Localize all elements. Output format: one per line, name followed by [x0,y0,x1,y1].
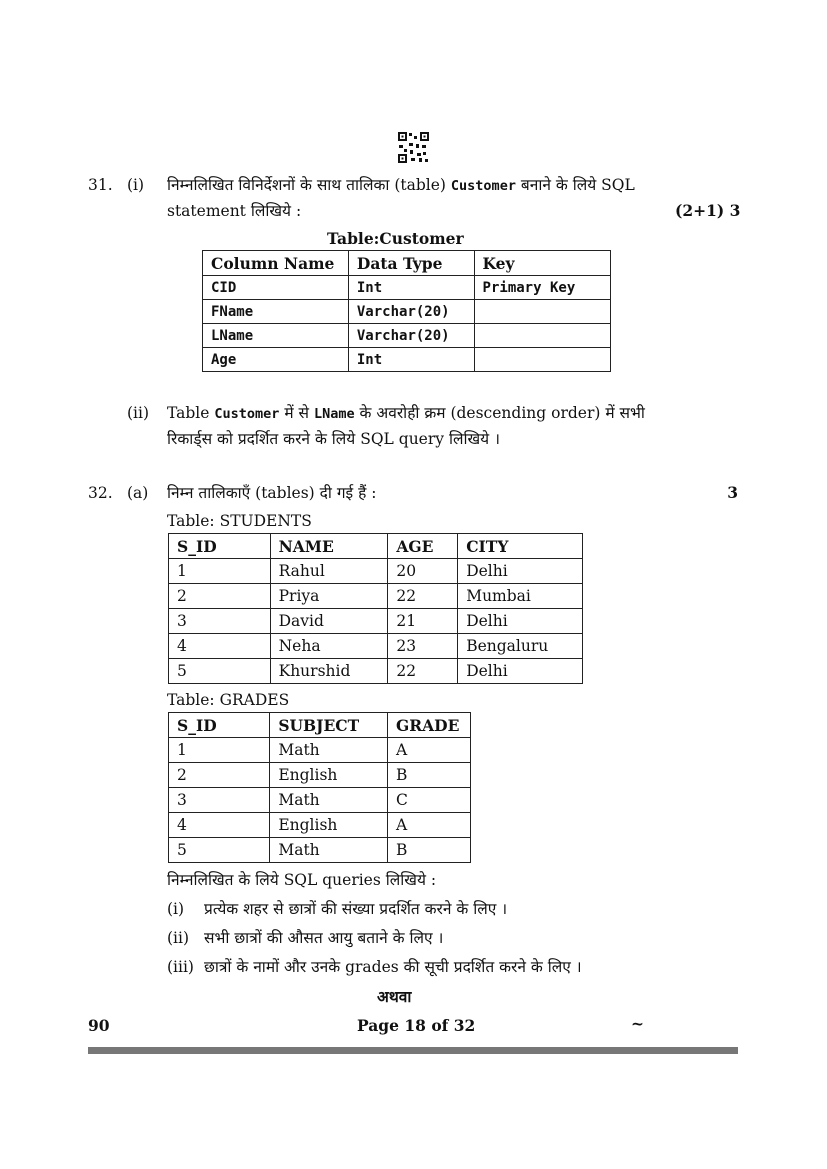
q31-part-i-line2: statement लिखिये : [167,202,302,220]
table-cell: English [270,763,388,788]
table-cell [474,300,610,324]
table-cell: Bengaluru [458,634,583,659]
table-cell: Rahul [270,559,388,584]
table-cell: Delhi [458,659,583,684]
q31-ii-post: के अवरोही क्रम (descending order) में सभी [359,404,645,422]
table-cell: FName [203,300,349,324]
footer-mark: ~ [631,1014,644,1033]
table-row [169,659,583,684]
table-cell: Mumbai [458,584,583,609]
query-label: (ii) [167,929,190,947]
q31-ii-mid: में से [284,404,310,422]
footer-rule [88,1047,738,1054]
table-row [203,324,611,348]
table-header-row [169,534,583,559]
query-label: (i) [167,900,185,918]
table-cell: Int [348,276,474,300]
column-header: S_ID [169,713,270,738]
table-cell: LName [203,324,349,348]
table-cell: 23 [388,634,458,659]
column-header: Key [474,251,610,276]
query-text: सभी छात्रों की औसत आयु बताने के लिए । [204,929,444,947]
customer-table-title: Table:Customer [327,229,464,248]
table-row [169,788,471,813]
q31-line1-pre: निम्नलिखित विनिर्देशनों के साथ तालिका (table) [167,176,446,194]
table-cell: Varchar(20) [348,300,474,324]
q32-marks: 3 [727,483,738,502]
q31-part-i-label: (i) [127,176,145,194]
table-cell: Age [203,348,349,372]
table-cell: B [388,838,471,863]
table-row [203,276,611,300]
table-cell: Delhi [458,609,583,634]
column-header: Column Name [203,251,349,276]
table-header-row [203,251,611,276]
q31-part-i-line1 [167,175,702,196]
q31-ii-code-lname: LName [313,406,355,422]
students-table-title: Table: STUDENTS [167,512,312,530]
footer-code: 90 [88,1016,110,1035]
q31-number: 31. [88,176,113,194]
table-cell: 4 [169,813,270,838]
table-cell: 22 [388,584,458,609]
table-cell: 3 [169,788,270,813]
table-cell: Int [348,348,474,372]
column-header: AGE [388,534,458,559]
table-cell: Math [270,788,388,813]
table-row [169,559,583,584]
table-row [169,738,471,763]
table-cell: B [388,763,471,788]
table-cell: 2 [169,763,270,788]
query-label: (iii) [167,958,194,976]
table-cell: A [388,738,471,763]
table-cell: CID [203,276,349,300]
query-text: छात्रों के नामों और उनके grades की सूची प्रदर्शित करने के लिए । [204,958,582,976]
q31-line1-post: बनाने के लिये SQL [520,176,635,194]
table-row [169,634,583,659]
table-cell: 5 [169,659,271,684]
table-cell: C [388,788,471,813]
table-cell: 1 [169,738,270,763]
table-cell: Varchar(20) [348,324,474,348]
table-cell: 5 [169,838,270,863]
table-header-row [169,713,471,738]
table-row [203,300,611,324]
column-header: Data Type [348,251,474,276]
q32-part-a-label: (a) [127,484,149,502]
q32-number: 32. [88,484,113,502]
table-cell: Neha [270,634,388,659]
table-cell: Priya [270,584,388,609]
table-cell: 2 [169,584,271,609]
q32-intro: निम्न तालिकाएँ (tables) दी गई हैं : [167,484,377,502]
table-cell: English [270,813,388,838]
q31-part-ii-line1 [167,403,702,424]
q31-ii-pre: Table [167,404,210,422]
column-header: CITY [458,534,583,559]
column-header: SUBJECT [270,713,388,738]
table-row [169,763,471,788]
table-row [169,813,471,838]
grades-table-title: Table: GRADES [167,691,290,709]
q31-marks: (2+1) 3 [675,201,741,220]
table-cell: Math [270,838,388,863]
table-cell: David [270,609,388,634]
column-header: NAME [270,534,388,559]
column-header: S_ID [169,534,271,559]
table-cell: Khurshid [270,659,388,684]
table-row [169,838,471,863]
table-cell: Primary Key [474,276,610,300]
q31-table-name-code: Customer [450,178,516,194]
table-row [203,348,611,372]
or-divider-text: अथवा [377,987,412,1006]
table-cell: 3 [169,609,271,634]
table-cell: 20 [388,559,458,584]
page-number: Page 18 of 32 [357,1016,476,1035]
table-row [169,584,583,609]
column-header: GRADE [388,713,471,738]
table-cell: Delhi [458,559,583,584]
qr-code-icon [397,131,430,164]
queries-intro: निम्नलिखित के लिये SQL queries लिखिये : [167,871,437,889]
table-cell: 21 [388,609,458,634]
table-cell [474,348,610,372]
table-cell [474,324,610,348]
q31-part-ii-label: (ii) [127,404,150,422]
students-table [168,533,583,684]
table-cell: Math [270,738,388,763]
table-cell: 22 [388,659,458,684]
grades-table [168,712,471,863]
table-cell: 1 [169,559,271,584]
table-cell: 4 [169,634,271,659]
q31-part-ii-line2: रिकार्ड्स को प्रदर्शित करने के लिये SQL query लिखिये । [167,430,500,448]
q31-ii-code-customer: Customer [214,406,280,422]
customer-table [202,250,611,372]
table-cell: A [388,813,471,838]
table-row [169,609,583,634]
query-text: प्रत्येक शहर से छात्रों की संख्या प्रदर्शित करने के लिए । [204,900,508,918]
